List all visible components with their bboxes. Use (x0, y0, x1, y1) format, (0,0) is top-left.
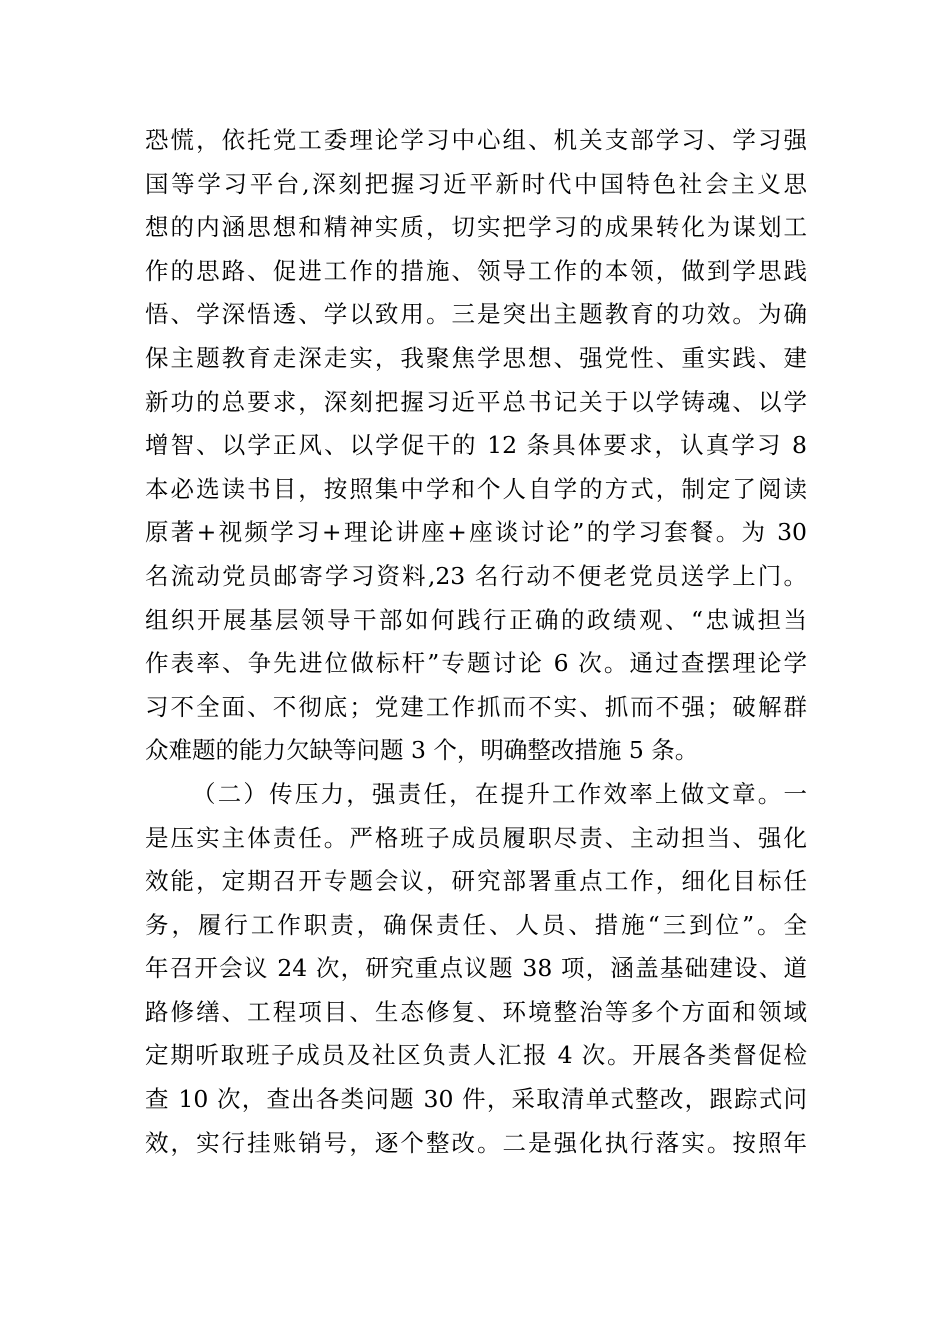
text-line: 想的内涵思想和精神实质，切实把学习的成果转化为谋划工 (145, 213, 807, 242)
text-line: 本必选读书目，按照集中学和个人自学的方式，制定了阅读 (145, 474, 807, 503)
text-line: 查 10 次，查出各类问题 30 件，采取清单式整改，跟踪式问 (145, 1085, 807, 1114)
text-line: 效，实行挂账销号，逐个整改。二是强化执行落实。按照年 (145, 1128, 807, 1157)
text-line: 是压实主体责任。严格班子成员履职尽责、主动担当、强化 (145, 823, 807, 852)
text-line: 习不全面、不彻底；党建工作抓而不实、抓而不强；破解群 (145, 692, 807, 721)
text-line: 悟、学深悟透、学以致用。三是突出主题教育的功效。为确 (145, 300, 807, 329)
text-line: 保主题教育走深走实，我聚焦学思想、强党性、重实践、建 (145, 343, 807, 372)
text-line: 作表率、争先进位做标杆”专题讨论 6 次。通过查摆理论学 (145, 649, 807, 678)
text-line: 增智、以学正风、以学促干的 12 条具体要求，认真学习 8 (145, 431, 807, 460)
text-line: 原著+视频学习+理论讲座+座谈讨论”的学习套餐。为 30 (145, 518, 807, 547)
text-line: 定期听取班子成员及社区负责人汇报 4 次。开展各类督促检 (145, 1041, 807, 1070)
text-line: 作的思路、促进工作的措施、领导工作的本领，做到学思践 (145, 256, 807, 285)
text-line: 组织开展基层领导干部如何践行正确的政绩观、“忠诚担当 (145, 605, 807, 634)
text-line: 年召开会议 24 次，研究重点议题 38 项，涵盖基础建设、道 (145, 954, 807, 983)
text-line: 名流动党员邮寄学习资料,23 名行动不便老党员送学上门。 (145, 561, 807, 590)
text-line: 众难题的能力欠缺等问题 3 个，明确整改措施 5 条。 (145, 736, 699, 765)
text-line: 国等学习平台,深刻把握习近平新时代中国特色社会主义思 (145, 169, 807, 198)
text-line: 恐慌，依托党工委理论学习中心组、机关支部学习、学习强 (145, 126, 807, 154)
text-line: 务，履行工作职责，确保责任、人员、措施“三到位”。全 (145, 910, 807, 939)
section-heading-line: （二）传压力，强责任，在提升工作效率上做文章。一 (192, 779, 807, 808)
document-body (145, 119, 807, 1165)
text-line: 新功的总要求，深刻把握习近平总书记关于以学铸魂、以学 (145, 387, 807, 416)
text-line: 效能，定期召开专题会议，研究部署重点工作，细化目标任 (145, 867, 807, 896)
text-line: 路修缮、工程项目、生态修复、环境整治等多个方面和领域 (145, 997, 807, 1026)
